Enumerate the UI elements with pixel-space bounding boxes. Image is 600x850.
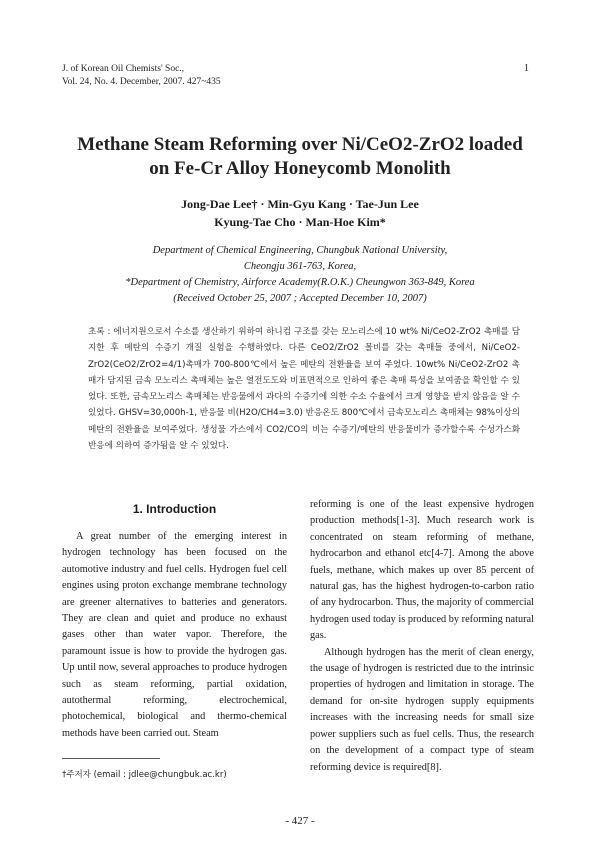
intro-paragraph-2: Although hydrogen has the merit of clean energy, the usage of hydrogen is restricted due to the intrinsic properties of hydrogen and limitation in storage. The demand for on-site hydrogen supply equipments increases with the increasing needs for small size power suppliers such as fuel cells. Thus, the research on the development of a compact type of steam reforming device is required[8]. <box>310 646 534 773</box>
footnote-rule <box>62 758 160 759</box>
paper-title <box>0 133 600 181</box>
journal-volume: Vol. 24, No. 4. December, 2007. 427~435 <box>62 77 221 87</box>
intro-paragraph-1-cont: reforming is one of the least expensive hydrogen production methods[1-3]. Much research work is concentrated on steam reforming of methane, hydrocarbon and ethanol etc[4-7]. Among the above fuels, methane, which makes up over 85 percent of natural gas, has the highest hydrogen-to-carbon ratio of any hydrocarbon. Thus, the majority of commercial hydrogen used today is produced by reforming natural gas. <box>310 499 534 642</box>
received-dates: (Received October 25, 2007 ; Accepted December 10, 2007) <box>173 293 427 304</box>
top-page-number: 1 <box>524 63 529 74</box>
affiliation-line-3: *Department of Chemistry, Airforce Academy(R.O.K.) Cheungwon 363-849, Korea <box>125 277 475 288</box>
affiliation-line-1: Department of Chemical Engineering, Chungbuk National University, <box>152 245 448 256</box>
title-line-1: Methane Steam Reforming over Ni/CeO2-ZrO2 loaded <box>77 134 523 155</box>
author-list <box>0 195 600 231</box>
affiliation-line-2: Cheongju 361-763, Korea, <box>243 261 357 272</box>
korean-abstract: 초록 : 에너지원으로서 수소를 생산하기 위하여 하니컴 구조를 갖는 모노리스에 10 wt% Ni/CeO2-ZrO2 촉매를 담지한 후 메탄의 수증기 개질 실험을 수행하였다. 다른 CeO2/ZrO2 몰비를 갖는 촉매들 중에서, Ni/CeO2-ZrO2(CeO2/ZrO2=4/1)촉매가 700-800℃에서 높은 메탄의 전환율을 보여 주었다. 10wt% Ni/CeO2-ZrO2 촉매가 담지된 금속 모노리스 촉매체는 높은 열전도도와 비표면적으로 인하여 좋은 촉매 특성을 보여줌을 확인할 수 있었다. 또한, 금속모노리스 촉매체는 반응물에서 과다의 수증기에 의한 수소 수율에서 크게 영향을 받지 않음을 알 수 있었다. GHSV=30,000h-1, 반응물 비(H2O/CH4=3.0) 반응온도 800℃에서 금속모노리스 촉매체는 98%이상의 메탄의 전환율을 보여주었다. 생성물 가스에서 CO2/CO의 비는 수증기/메탄의 반응물비가 증가할수록 수성가스화 반응에 의하여 증가됨을 알 수 있었다. <box>88 327 520 452</box>
right-column <box>310 497 534 776</box>
title-line-2: on Fe-Cr Alloy Honeycomb Monolith <box>149 158 451 179</box>
section-heading: 1. Introduction <box>132 502 217 516</box>
affiliations <box>0 243 600 307</box>
left-column <box>62 497 287 742</box>
bottom-page-number: - 427 - <box>285 815 315 827</box>
intro-paragraph-1: A great number of the emerging interest in hydrogen technology has been focused on the automotive industry and fuel cells. Hydrogen fuel cell engines using proton exchange membrane technology are greener alternatives to batteries and generators. They are clean and quiet and produce no exhaust gases other than water vapor. Therefore, the paramount issue is how to provide the hydrogen gas. Up until now, several approaches to produce hydrogen such as steam reforming, partial oxidation, autothermal reforming, electrochemical, photochemical, biological and thermo-chemical methods have been carried out. Steam <box>62 531 287 739</box>
authors-line-2: Kyung-Tae Cho · Man-Hoe Kim* <box>214 215 386 229</box>
journal-citation <box>62 63 221 89</box>
authors-line-1: Jong-Dae Lee† · Min-Gyu Kang · Tae-Jun Lee <box>181 197 419 211</box>
corresponding-author-footnote: †주저자 (email : jdlee@chungbuk.ac.kr) <box>62 770 227 780</box>
journal-name: J. of Korean Oil Chemists' Soc., <box>62 64 185 74</box>
